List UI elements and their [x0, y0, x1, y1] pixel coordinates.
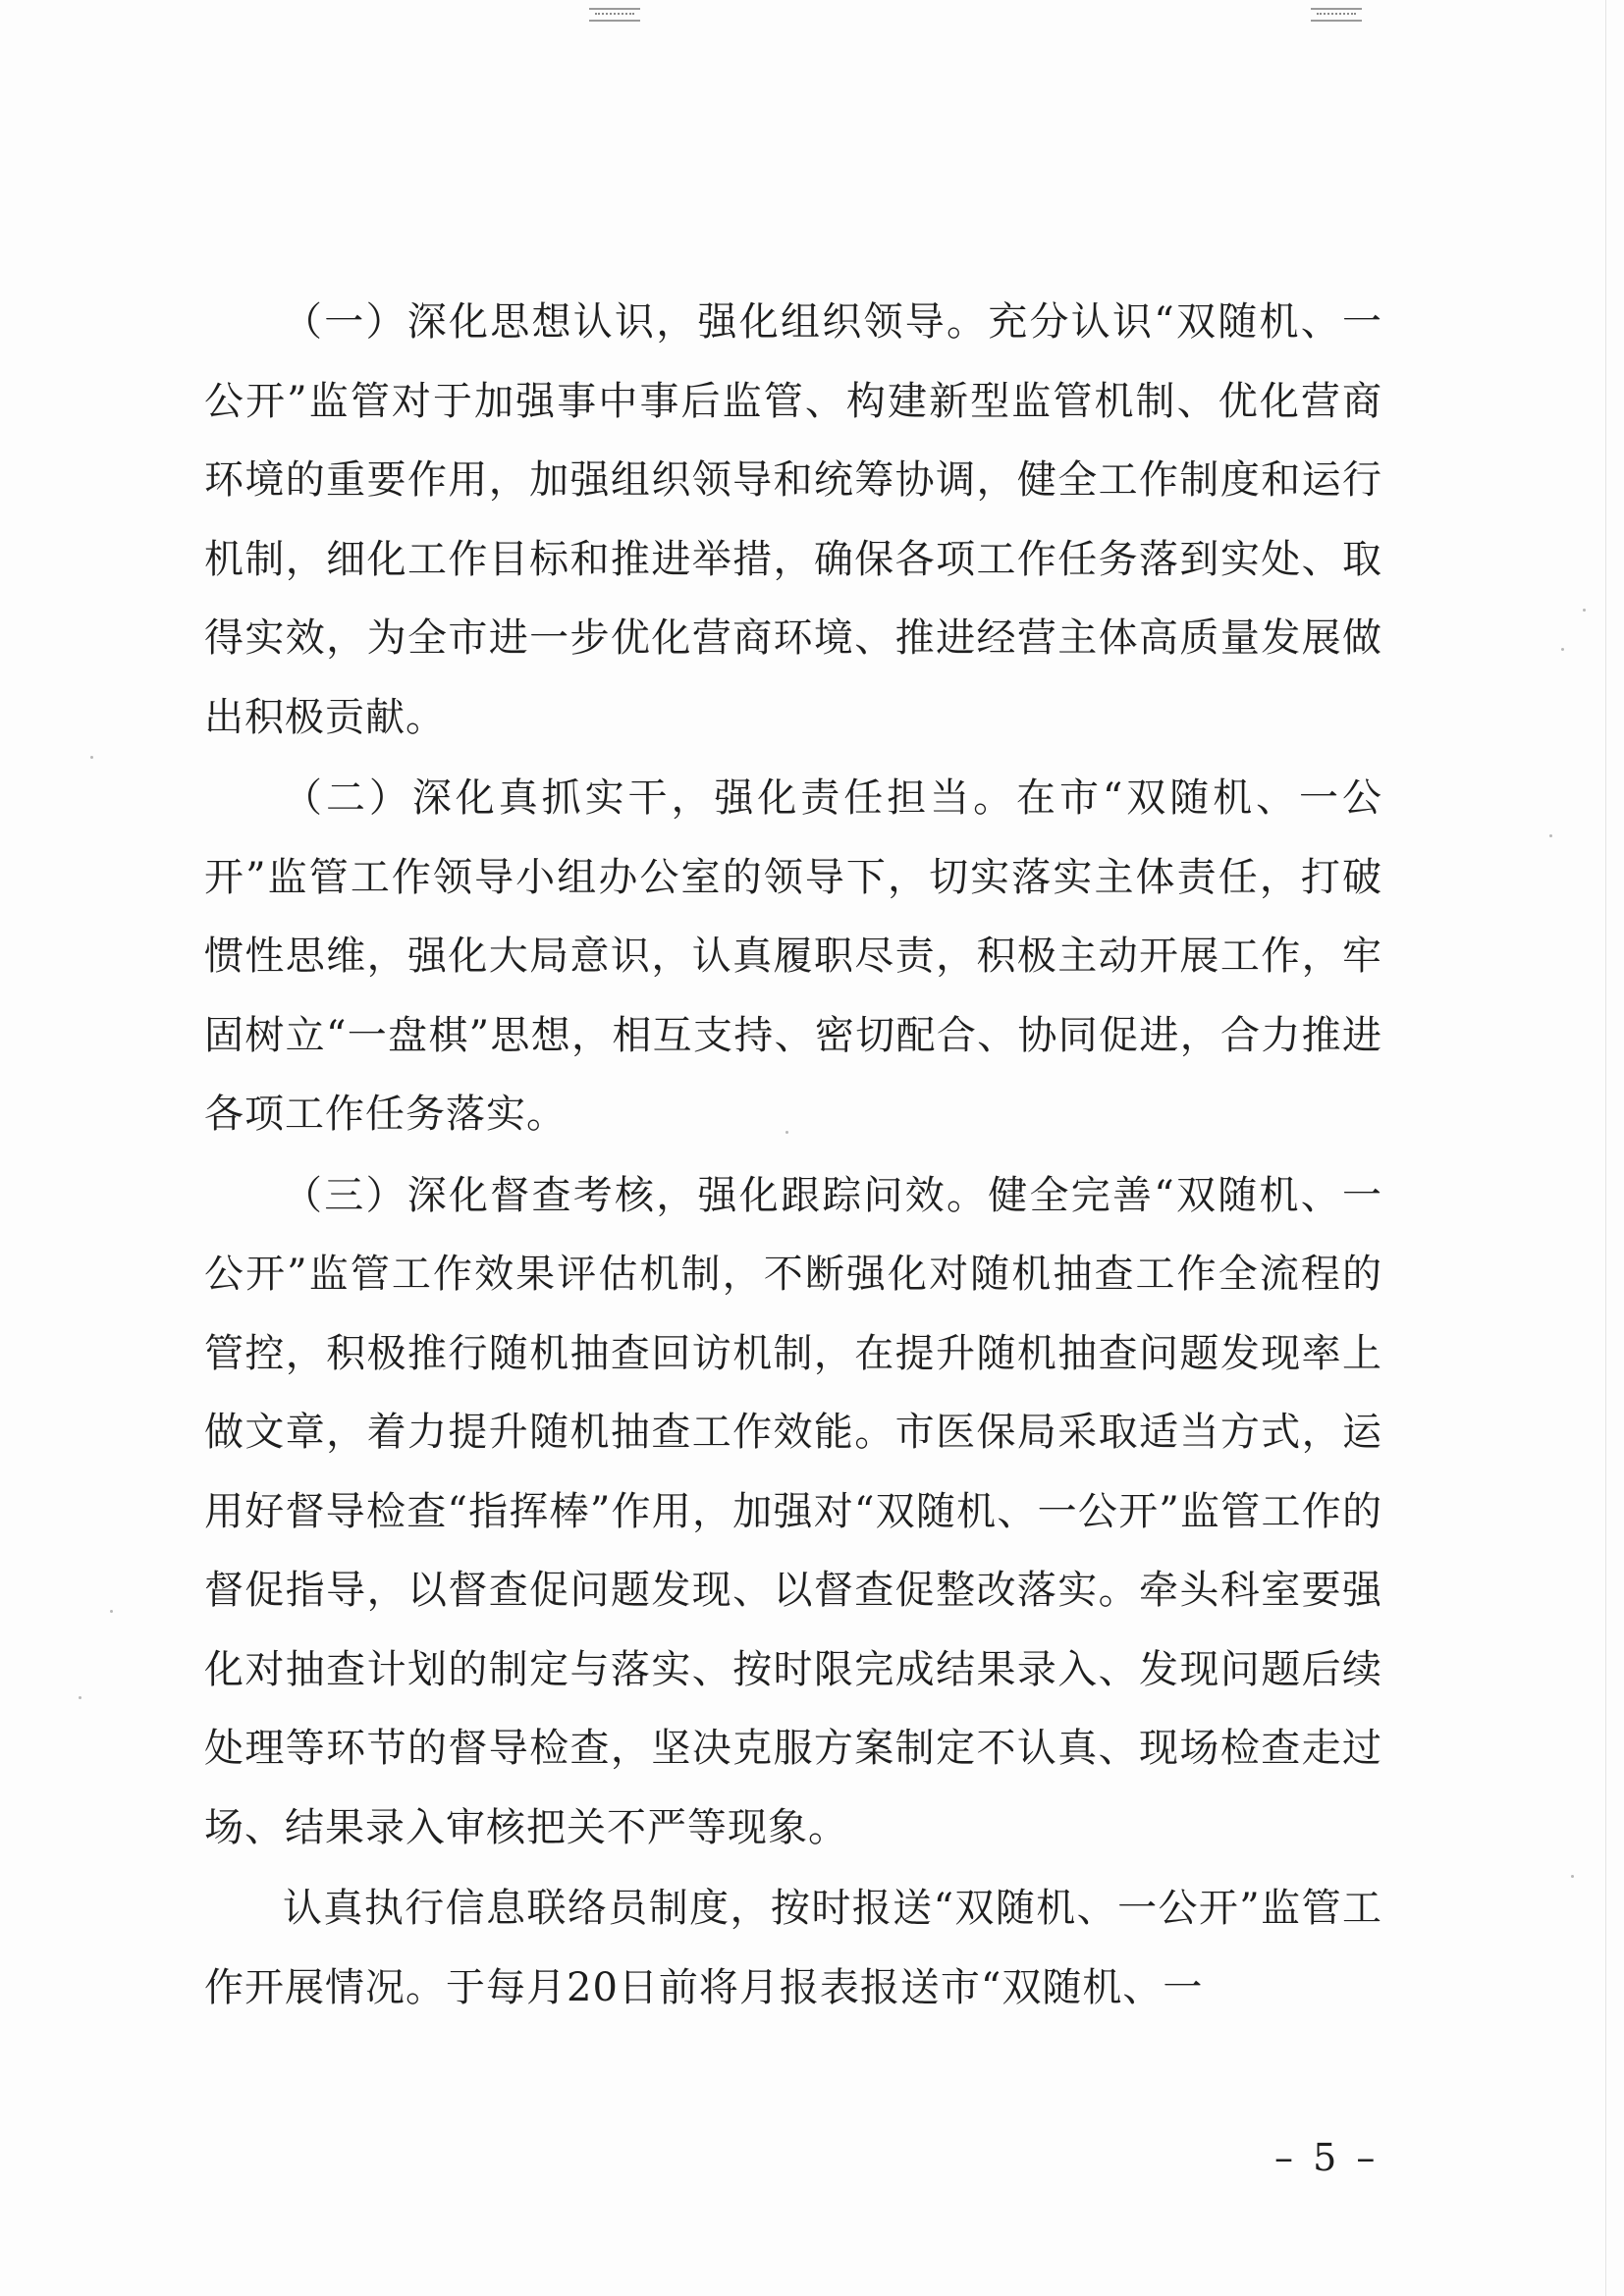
body-text [204, 283, 1382, 2029]
paragraph-3: （三）深化督查考核，强化跟踪问效。健全完善“双随机、一公开”监管工作效果评估机制，不断强化对随机抽查工作全流程的管控，积极推行随机抽查回访机制，在提升随机抽查问题发现率上做文章，着力提升随机抽查工作效能。市医保局采取适当方式，运用好督导检查“指挥棒”作用，加强对“双随机、一公开”监管工作的督促指导，以督查促问题发现、以督查促整改落实。牵头科室要强化对抽查计划的制定与落实、按时限完成结果录入、发现问题后续处理等环节的督导检查，坚决克服方案制定不认真、现场检查走过场、结果录入审核把关不严等现象。 [204, 1172, 1382, 1850]
scan-speck [110, 1610, 113, 1613]
paragraph-4: 认真执行信息联络员制度，按时报送“双随机、一公开”监管工作开展情况。于每月20日前将月报表报送市“双随机、一 [204, 1886, 1382, 2010]
paragraph-1: （一）深化思想认识，强化组织领导。充分认识“双随机、一公开”监管对于加强事中事后监管、构建新型监管机制、优化营商环境的重要作用，加强组织领导和统筹协调，健全工作制度和运行机制，细化工作目标和推进举措，确保各项工作任务落到实处、取得实效，为全市进一步优化营商环境、推进经营主体高质量发展做出积极贡献。 [204, 299, 1382, 740]
scan-speck [90, 756, 93, 759]
binding-mark-right [1311, 8, 1362, 22]
scan-speck [1549, 834, 1552, 837]
scan-speck [79, 1696, 81, 1699]
page-number: – 5 – [1274, 2136, 1380, 2179]
scan-speck [1561, 648, 1564, 651]
binding-mark-left [589, 8, 640, 22]
scan-speck [1571, 1875, 1574, 1878]
paragraph-2: （二）深化真抓实干，强化责任担当。在市“双随机、一公开”监管工作领导小组办公室的领导下，切实落实主体责任，打破惯性思维，强化大局意识，认真履职尽责，积极主动开展工作，牢固树立“一盘棋”思想，相互支持、密切配合、协同促进，合力推进各项工作任务落实。 [204, 775, 1382, 1137]
scan-edge-line [1605, 0, 1606, 2296]
scan-speck [1583, 609, 1586, 612]
